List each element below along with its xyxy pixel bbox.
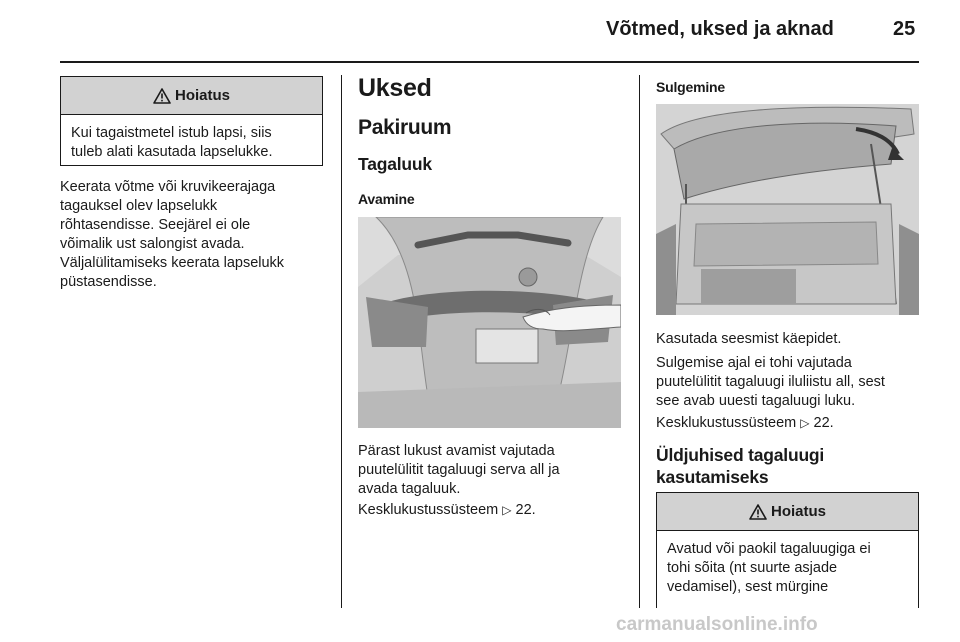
reference-label: Kesklukustussüsteem (656, 415, 797, 431)
warning-title: Hoiatus (770, 503, 826, 520)
tailgate-closing-illustration (656, 104, 919, 315)
warning-line: tuleb alati kasutada lapselukke. (71, 144, 273, 160)
page-number: 25 (893, 18, 916, 40)
section-heading-general-tailgate (656, 444, 824, 488)
closing-caution-paragraph (656, 354, 926, 411)
warning-line: Kui tagaistmetel istub lapsi, siis (71, 125, 272, 141)
paragraph-line: Sulgemise ajal ei tohi vajutada (656, 355, 852, 371)
warning-header (657, 493, 918, 531)
page-reference-arrow-icon: ▷ (800, 416, 810, 430)
section-heading-uksed: Uksed (358, 74, 432, 102)
column-divider-1 (341, 75, 342, 608)
use-inner-handle-text: Kasutada seesmist käepidet. (656, 331, 842, 347)
heading-line: kasutamiseks (656, 467, 769, 487)
warning-triangle-icon (749, 504, 767, 520)
paragraph-line: Keerata võtme või kruvikeerajaga (60, 179, 276, 195)
subheading-avamine: Avamine (358, 191, 415, 207)
section-heading-pakiruum: Pakiruum (358, 116, 452, 139)
warning-title: Hoiatus (174, 87, 230, 104)
central-locking-reference-1[interactable] (358, 501, 536, 520)
paragraph-line: puutelülitit tagaluugi iluliistu all, sest (656, 374, 885, 390)
child-lock-paragraph (60, 178, 330, 292)
column-divider-2 (639, 75, 640, 608)
central-locking-reference-2[interactable] (656, 414, 834, 433)
opening-paragraph (358, 442, 628, 499)
paragraph-line: Väljalülitamiseks keerata lapselukk (60, 255, 285, 271)
warning-line: tohi sõita (nt suurte asjade (667, 560, 838, 576)
warning-triangle-icon (153, 88, 171, 104)
running-header-title: Võtmed, uksed ja aknad (606, 18, 834, 40)
paragraph-line: püstasendisse. (60, 274, 157, 290)
subheading-sulgemine: Sulgemine (656, 79, 725, 95)
header-rule (60, 61, 919, 63)
warning-body (657, 531, 918, 606)
warning-line: vedamisel), sest mürgine (667, 579, 829, 595)
paragraph-line: võimalik ust salongist avada. (60, 236, 245, 252)
page-reference-arrow-icon: ▷ (502, 503, 512, 517)
reference-label: Kesklukustussüsteem (358, 502, 499, 518)
paragraph-line: Pärast lukust avamist vajutada (358, 443, 555, 459)
warning-header (61, 77, 322, 115)
warning-line: Avatud või paokil tagaluugiga ei (667, 541, 871, 557)
paragraph-line: see avab uuesti tagaluugi luku. (656, 393, 856, 409)
heading-line: Üldjuhised tagaluugi (656, 445, 825, 465)
warning-body (61, 115, 322, 171)
watermark: carmanualsonline.info (616, 614, 818, 635)
reference-page: 22. (813, 415, 834, 431)
warning-box-open-tailgate (656, 492, 919, 608)
paragraph-line: puutelülitit tagaluugi serva all ja (358, 462, 560, 478)
section-heading-tagaluuk: Tagaluuk (358, 154, 432, 174)
reference-page: 22. (515, 502, 536, 518)
warning-box-child-lock (60, 76, 323, 166)
paragraph-line: rõhtasendisse. Seejärel ei ole (60, 217, 251, 233)
paragraph-line: tagauksel olev lapselukk (60, 198, 218, 214)
tailgate-opening-illustration (358, 217, 621, 428)
paragraph-line: avada tagaluuk. (358, 481, 461, 497)
